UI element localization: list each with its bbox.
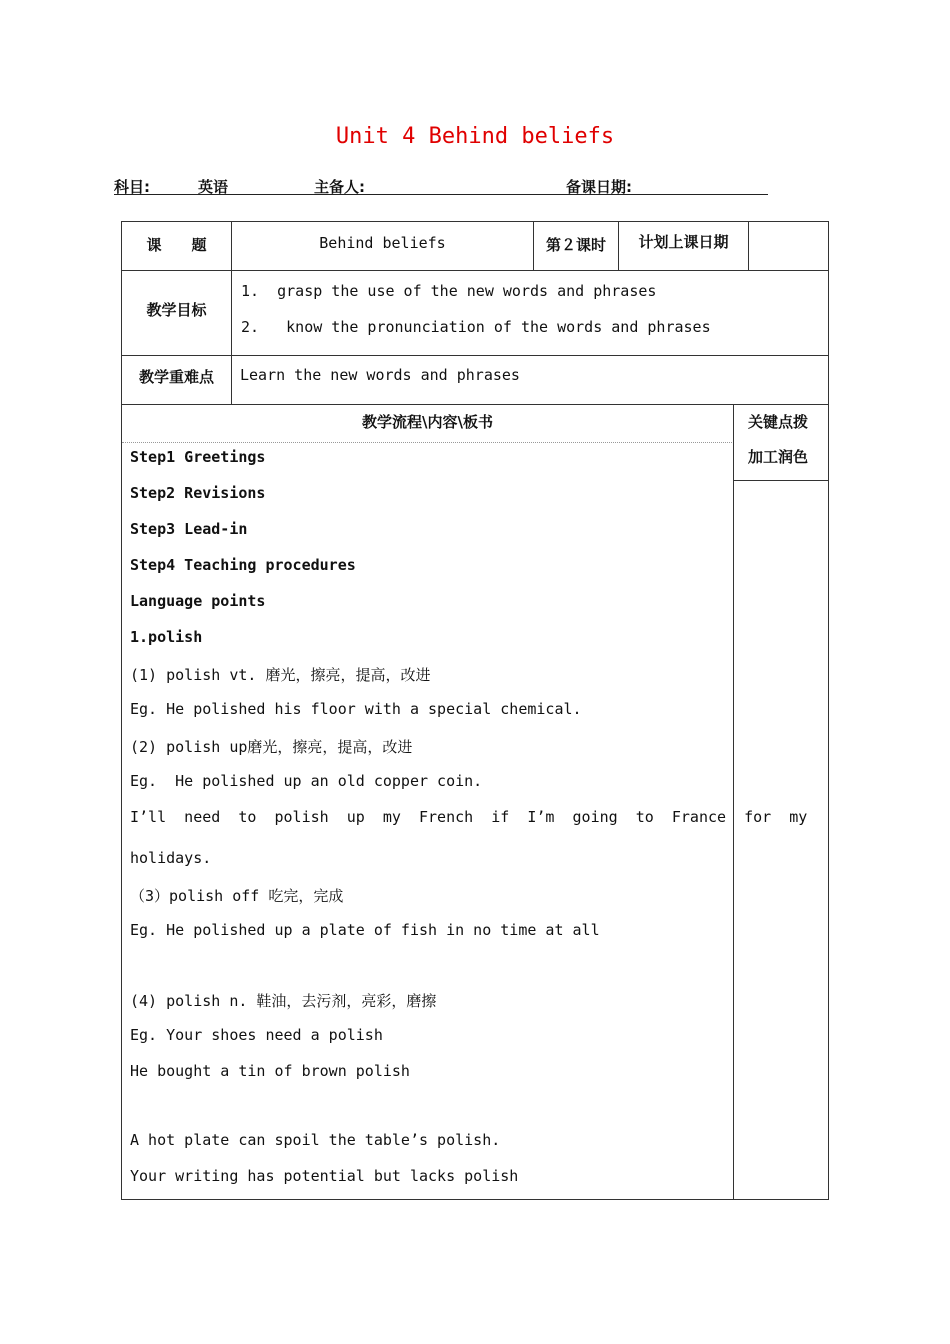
goals-label-cell bbox=[121, 270, 232, 356]
planned-date-label: 计划上课日期 bbox=[638, 233, 729, 251]
side-divider bbox=[734, 480, 828, 481]
content-line: Step4 Teaching procedures bbox=[130, 556, 356, 574]
content-line: Your writing has potential but lacks polish bbox=[130, 1167, 519, 1185]
topic-label-cell bbox=[121, 221, 232, 271]
side-header-2: 加工润色 bbox=[748, 448, 809, 466]
page-title: Unit 4 Behind beliefs bbox=[335, 124, 615, 149]
key-label: 教学重难点 bbox=[138, 368, 214, 386]
content-line: （3）polish off 吃完，完成 bbox=[130, 887, 344, 905]
content-line: He bought a tin of brown polish bbox=[130, 1062, 410, 1080]
content-line: I’ll need to polish up my French if I’m going to France for my bbox=[130, 808, 808, 826]
process-header: 教学流程\内容\板书 bbox=[362, 413, 493, 431]
content-line: Step1 Greetings bbox=[130, 448, 266, 466]
preparer-label: 主备人: bbox=[314, 178, 365, 196]
topic-value: Behind beliefs bbox=[319, 234, 446, 252]
content-line: 1.polish bbox=[130, 628, 203, 646]
content-line: (1) polish vt. 磨光，擦亮，提高，改进 bbox=[130, 666, 431, 684]
content-line: Eg. Your shoes need a polish bbox=[130, 1026, 383, 1044]
date-label: 备课日期: bbox=[566, 178, 632, 196]
content-line: Step3 Lead-in bbox=[130, 520, 248, 538]
topic-label: 课 题 bbox=[146, 236, 207, 254]
content-line: holidays. bbox=[130, 849, 212, 867]
content-line: Language points bbox=[130, 592, 266, 610]
content-line: Eg. He polished up an old copper coin. bbox=[130, 772, 483, 790]
goal-item-2: 2. know the pronunciation of the words and phrases bbox=[241, 318, 711, 336]
planned-date-label-cell bbox=[618, 221, 749, 271]
content-line: A hot plate can spoil the table’s polish. bbox=[130, 1131, 501, 1149]
content-line: Eg. He polished up a plate of fish in no time at all bbox=[130, 921, 600, 939]
side-header-1: 关键点拨 bbox=[748, 413, 809, 431]
content-line: Eg. He polished his floor with a special chemical. bbox=[130, 700, 582, 718]
key-value-cell bbox=[231, 355, 829, 405]
meta-line bbox=[114, 176, 768, 195]
goals-value-cell bbox=[231, 270, 829, 356]
lesson-no: 第２课时 bbox=[545, 236, 606, 254]
content-line: (4) polish n. 鞋油，去污剂，亮彩，磨擦 bbox=[130, 992, 437, 1010]
topic-value-cell bbox=[231, 221, 534, 271]
lesson-no-cell bbox=[533, 221, 619, 271]
goal-item-1: 1. grasp the use of the new words and phrases bbox=[241, 282, 657, 300]
subject-label: 科目: bbox=[114, 178, 150, 196]
goals-label: 教学目标 bbox=[146, 301, 207, 319]
key-label-cell bbox=[121, 355, 232, 405]
dotted-divider bbox=[122, 442, 732, 443]
content-line: Step2 Revisions bbox=[130, 484, 266, 502]
subject-value: 英语 bbox=[198, 178, 229, 196]
side-cell bbox=[733, 404, 829, 1200]
planned-date-value-cell bbox=[748, 221, 829, 271]
content-line: (2) polish up磨光，擦亮，提高，改进 bbox=[130, 738, 413, 756]
key-value: Learn the new words and phrases bbox=[240, 366, 520, 384]
